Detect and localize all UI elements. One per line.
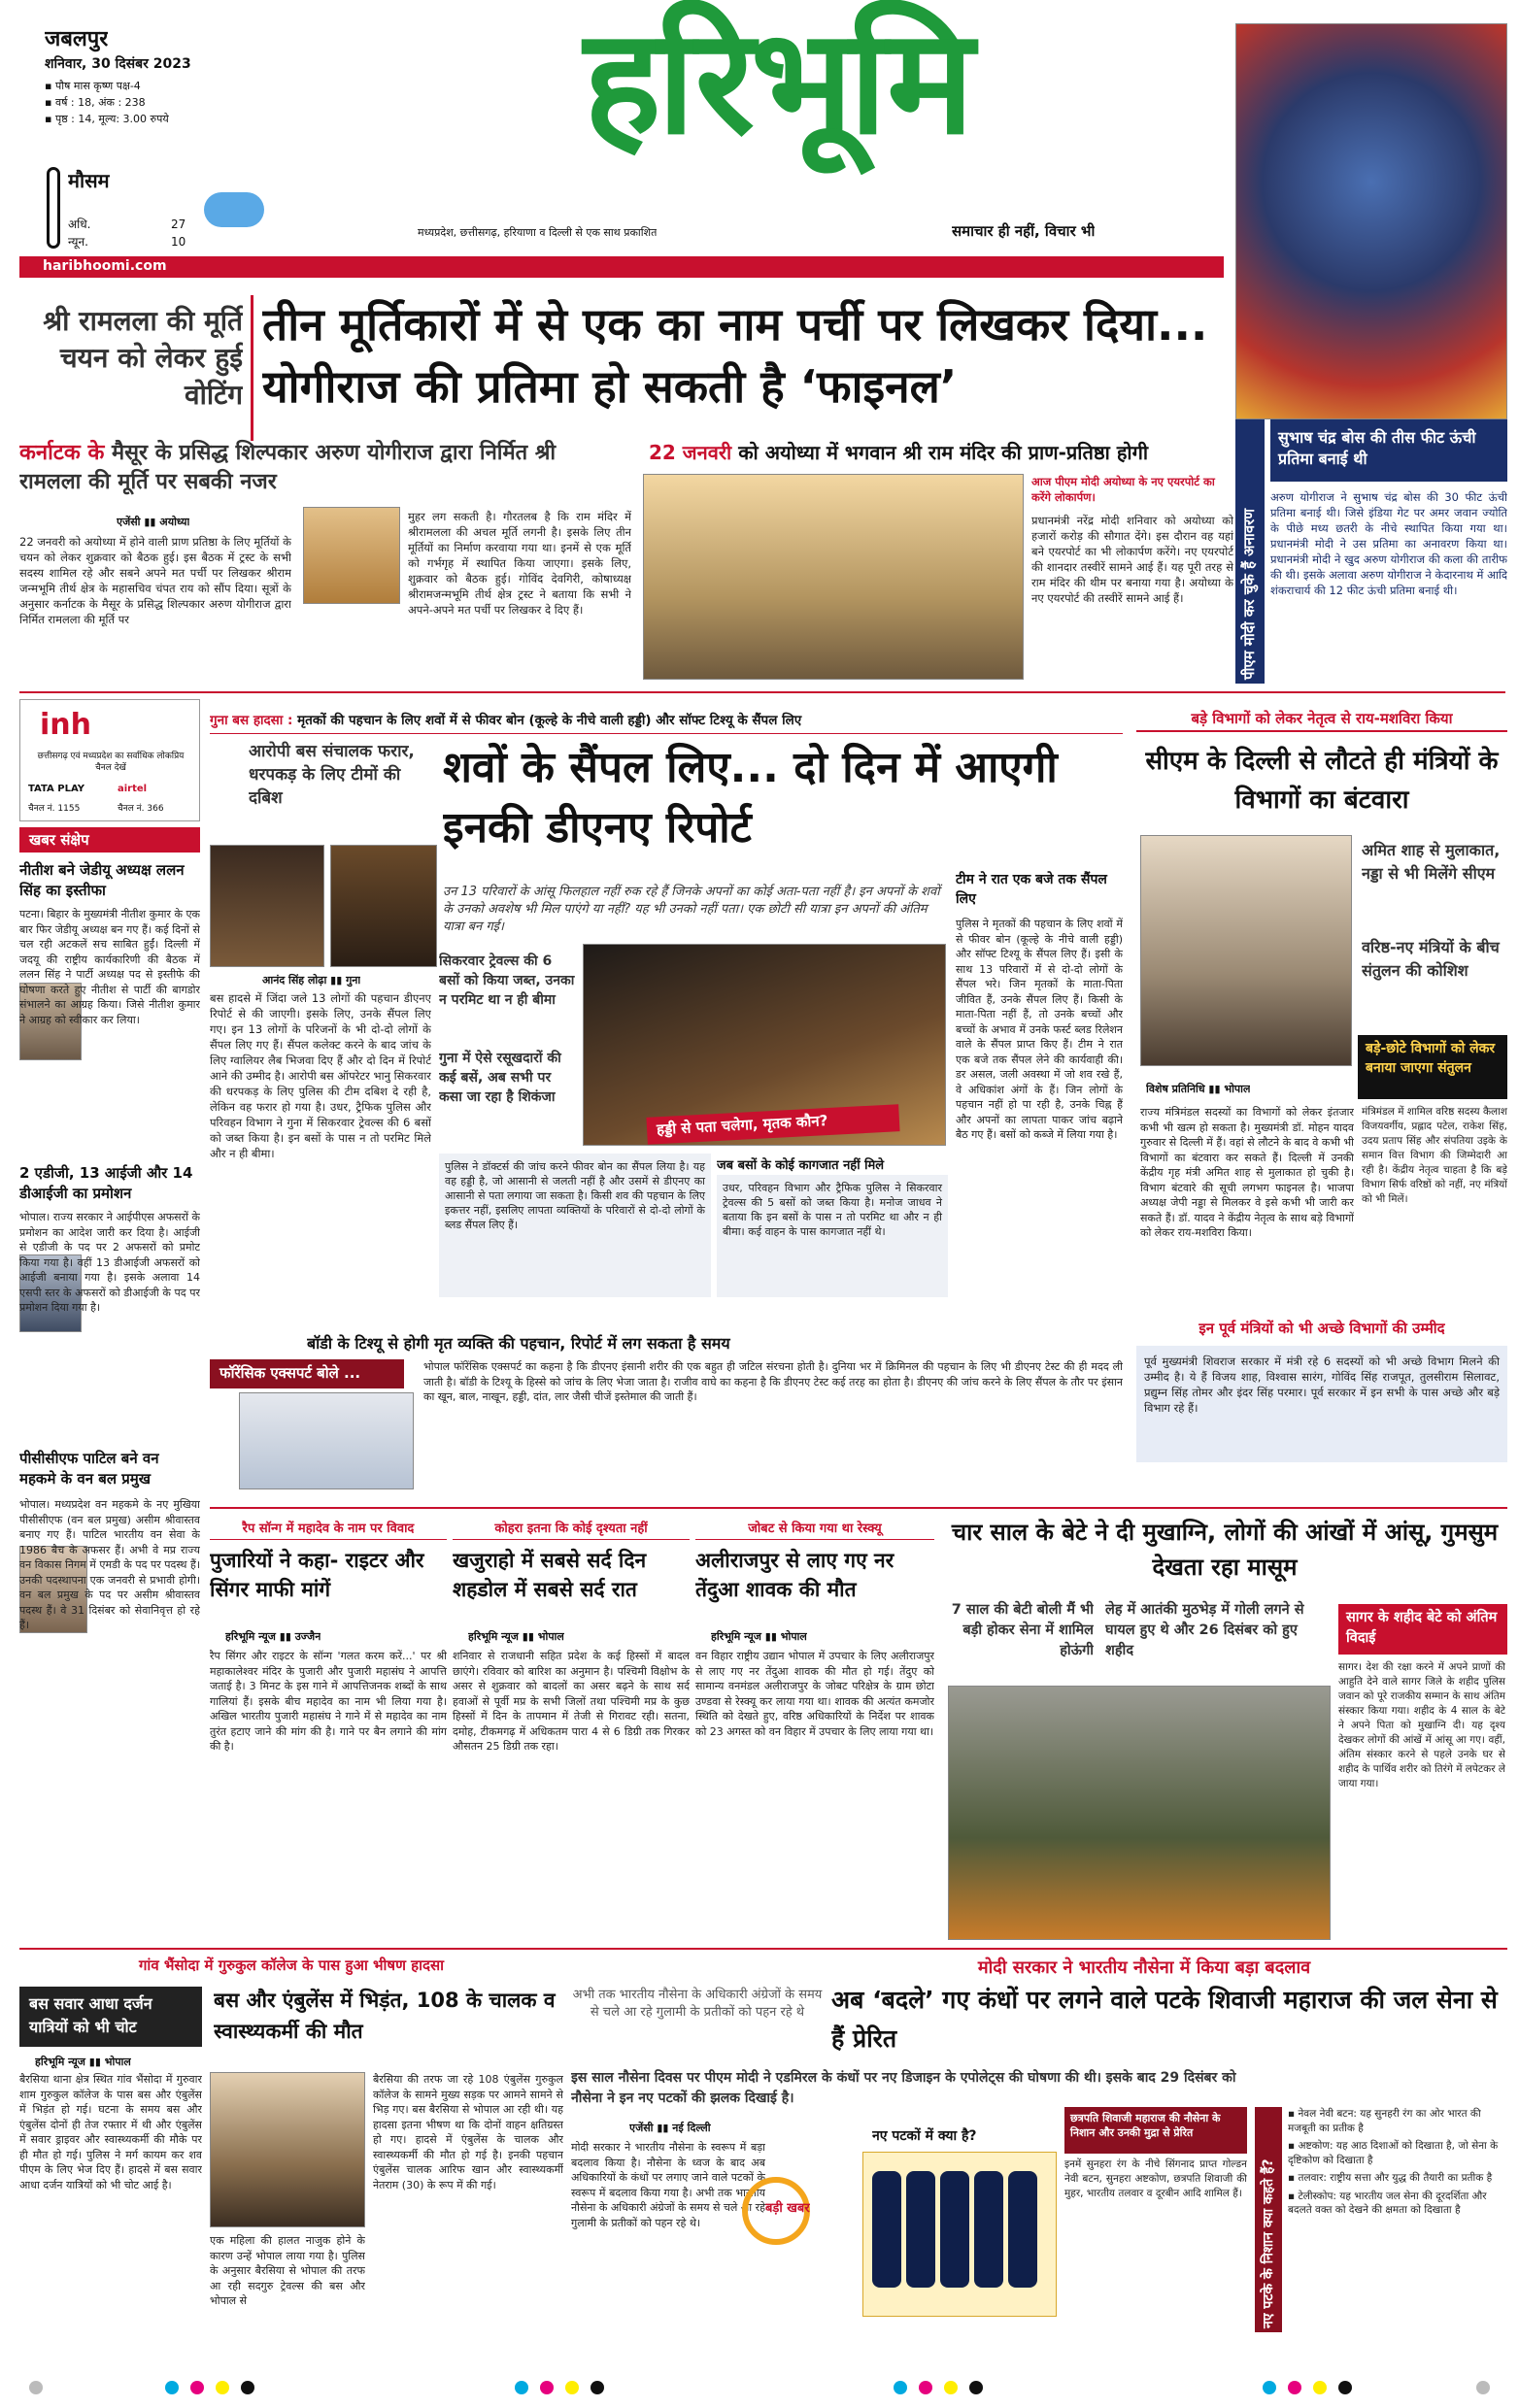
navy-intro: इस साल नौसेना दिवस पर पीएम मोदी ने एडमिरल के कंधों पर नए डिजाइन के एपोलेट्स की घोषणा की थी। इसके बाद 29 दिसंबर को नौसेना ने इन नए पटकों की झलक दिखाई है। [571,2070,1236,2106]
cm-black-body: मंत्रिमंडल में शामिल वरिष्ठ सदस्य कैलाश विजयवर्गीय, प्रह्लाद पटेल, राकेश सिंह, उदय प्रताप सिंह और संपतिया उइके के समान वित्त विभाग की जिम्मेदारी आ रही है। केंद्रीय नेतृत्व चाहता है कि बड़े विभाग सिर्फ वरिष्ठों को नहीं, नए मंत्रियों को भी मिलें। [1362,1106,1507,1205]
funeral-photo [948,1686,1331,1940]
pm-unveiled-vertical: पीएम मोदी कर चुके हैं अनावरण [1235,419,1265,684]
guna-headline: शवों के सैंपल लिए... दो दिन में आएगी इनकी डीएनए रिपोर्ट [443,743,1058,853]
navy-story [571,1952,1507,2340]
guna-pull-1: सिकरवार ट्रेवल्स की 6 बसों को किया जब्त, उनका न परमिट था न ही बीमा [439,953,575,1008]
rap-byline: हरिभूमि न्यूज ▮▮ उज्जैन [225,1630,321,1643]
bus-story [19,1952,563,2340]
brief-label: खबर संक्षेप [19,827,200,853]
ramlalla-idol-photo [303,507,400,604]
epaulette-2 [906,2171,935,2288]
cm-box-body: पूर्व मुख्यमंत्री शिवराज सरकार में मंत्री रहे 6 सदस्यों को भी अच्छे विभाग मिलने की उम्मीद है। ये हैं विजय शाह, विश्वास सारंग, गोविंद सिंह राजपूत, तुलसीराम सिलावट, प्रद्युम्न सिंह तोमर और इंदर सिंह परमार। पूर्व सरकार में इन सभी के पास अच्छे और बड़े विभाग रहे हैं। [1136,1346,1507,1462]
cm-black-box: बड़े-छोटे विभागों को लेकर बनाया जाएगा संतुलन [1358,1035,1507,1099]
rap-headline: पुजारियों ने कहा- राइटर और सिंगर माफी मांगें [210,1549,424,1601]
cold-headline: खजुराहो में सबसे सर्द दिन शहडोल में सबसे सर्द रात [453,1549,647,1601]
subhash-statue-photo [1235,23,1507,419]
bus-headline: बस और एंबुलेंस में भिड़ंत, 108 के चालक व स्वास्थ्यकर्मी की मौत [214,1989,556,2043]
martyr-side-2: लेह में आतंकी मुठभेड़ में गोली लगने से घायल हुए थे और 26 दिसंबर को हुए शहीद [1105,1602,1304,1658]
forensic-label: फॉरेंसिक एक्सपर्ट बोले ... [210,1359,404,1388]
lead-body-1: 22 जनवरी को अयोध्या में होने वाली प्राण प्रतिष्ठा के लिए मूर्तियों के चयन को लेकर शुक्रवार को बैठक हुई। इस बैठक में ट्रस्ट के सभी सदस्य शामिल रहे और सबने अपने मत पर्ची पर लिखकर श्रीराम जन्मभूमि तीर्थ क्षेत्र के महासचिव चंपत राय को सौंप दिया। सूत्रों के अनुसार कर्नाटक के मैसूर के प्रसिद्ध शिल्पकार अरुण योगीराज द्वारा निर्मित रामलला की मूर्ति पर [19,535,291,626]
navy-bullet-3: ▪ तलवार: राष्ट्रीय सत्ता और युद्ध की तैयारी का प्रतीक है [1288,2172,1493,2184]
navy-bullet-2: ▪ अष्टकोण: यह आठ दिशाओं को दिखाता है, जो सेना के दृष्टिकोण को दिखाता है [1288,2140,1499,2166]
guna-box-2: उधर, परिवहन विभाग और ट्रैफिक पुलिस ने सिकरवार ट्रेवल्स की 5 बसों को जब्त किया है। मनोज जाधव ने बताया कि इन बसों के पास न तो परमिट था और न ही बीमा। कई वाहन के पास कागजात नहीं थे। [717,1175,948,1297]
burnt-bus-photo-2 [330,845,437,967]
ayodhya-date: 22 जनवरी [649,441,732,464]
epaulette-1 [872,2171,901,2288]
max-label: अधि. [68,217,91,231]
airtel: airtel [118,784,148,794]
date: शनिवार, 30 दिसंबर 2023 [45,56,191,72]
leopard-byline: हरिभूमि न्यूज ▮▮ भोपाल [711,1630,807,1643]
epaulette-3 [940,2171,969,2288]
inh-logo: inh [40,708,91,742]
rap-body: रैप सिंगर और राइटर के सॉन्ग 'गलत करम करें...' पर श्री महाकालेश्वर मंदिर के पुजारी और पुजारी महासंघ ने आपत्ति जताई है। 3 मिनट के इस गाने में आपत्तिजनक शब्दों के साथ गालियां हैं। इसके बीच महादेव का नाम भी लिया गया है। अखिल भारतीय पुजारी महासंघ ने गाने में से महादेव का नाम तुरंत हटाए जाने की मांग की है। गाने पर बैन लगाने की मांग की है। [210,1650,447,1753]
min-temp: 10 [171,235,186,249]
navy-question: नए पटकों में क्या है? [872,2128,977,2144]
burnt-bus-photo-1 [210,845,324,967]
registration-strip [0,2369,1519,2408]
epaulette-5 [1008,2171,1037,2288]
brief-2-head: 2 एडीजी, 13 आईजी और 14 डीआईजी का प्रमोशन [19,1164,193,1202]
navy-headline: अब ‘बदले’ गए कंधों पर लगने वाले पटके शिवाजी महाराज की जल सेना से हैं प्रेरित [831,1986,1498,2053]
cm-box-head: इन पूर्व मंत्रियों को भी अच्छे विभागों की उम्मीद [1198,1320,1445,1337]
airport-head: आज पीएम मोदी अयोध्या के नए एयरपोर्ट का करेंगे लोकार्पण। [1031,475,1215,504]
cloud-icon [204,192,264,227]
logo: हरिभूमि [584,0,970,167]
cm-story [1136,699,1507,1505]
info-line-1: पौष मास कृष्ण पक्ष-4 [54,80,141,92]
dna-photo-caption: हड्डी से पता चलेगा, मृतक कौन? [646,1104,899,1145]
city: जबलपुर [45,27,109,51]
ad-inh[interactable] [19,699,200,821]
martyr-headline: चार साल के बेटे ने दी मुखाग्नि, लोगों की आंखों में आंसू, गुमसुम देखता रहा मासूम [951,1519,1499,1581]
bus-kicker: गांव भैंसोदा में गुरुकुल कॉलेज के पास हुआ भीषण हादसा [138,1956,445,1974]
info-line-2: वर्ष : 18, अंक : 238 [54,96,146,109]
bus-body-2: बैरसिया की तरफ जा रहे 108 एंबुलेंस गुरुकुल कॉलेज के सामने मुख्य सड़क पर आमने सामने से भिड़ गए। बस बैरसिया से भोपाल आ रही थी। यह हादसा इतना भीषण था कि दोनों वाहन क्षतिग्रस्त हो गए। हादसे में एंबुलेंस के चालक और स्वास्थ्यकर्मी की मौत हो गई है। इनकी पहचान एंबुलेंस चालक आरिफ खान और स्वास्थ्यकर्मी नेतराम (30) के रूप में की गई। [373,2073,563,2191]
cold-kicker: कोहरा इतना कि कोई दृश्यता नहीं [453,1519,690,1540]
right-top-story [1235,23,1507,693]
guna-pull-2: गुना में ऐसे रसूखदारों की कई बसें, अब सभी पर कसा जा रहा है शिकंजा [439,1051,561,1105]
guna-intro: उन 13 परिवारों के आंसू फिलहाल नहीं रुक रहे हैं जिनके अपनों का कोई अता-पता नहीं है। इन अपनों के शवों के उनको अवशेष भी मिल पाएंगे या नहीं? यह भी उनको नहीं पता। एक छोटी सी यात्रा इन अपनों की अंतिम यात्रा बन गई। [443,885,940,934]
ad-channel-1: चैनल नं. 1155 [28,804,81,814]
ayodhya-airport-photo [643,474,1024,680]
guna-kicker: मृतकों की पहचान के लिए शवों में से फीवर बोन (कूल्हे के नीचे वाली हड्डी) और सॉफ्ट टिश्यू के सैंपल लिए [297,713,802,728]
navy-body: मोदी सरकार ने भारतीय नौसेना के स्वरूप में बड़ा बदलाव किया है। नौसेना के ध्वज के बाद अब अधिकारियों के कंधों पर लगाए जाने वाले पटकों के स्वरूप में बदलाव किया गया है। अभी तक भारतीय नौसेना के अधिकारी अंग्रेजों के समय से चले आ रहे गुलामी के प्रतीकों को पहन रहे थे। [571,2141,765,2229]
cm-side-2: वरिष्ठ-नए मंत्रियों के बीच संतुलन की कोशिश [1362,938,1500,980]
dna-test-photo [239,1392,414,1489]
max-temp: 27 [171,217,186,231]
navy-bullet-1: ▪ नेवल नेवी बटन: यह सुनहरी रंग का ओर भारत की मजबूती का प्रतीक है [1288,2108,1481,2134]
navy-byline: एजेंसी ▮▮ नई दिल्ली [629,2122,711,2134]
cold-story [453,1511,690,1948]
ayodhya-line: को अयोध्या में भगवान श्री राम मंदिर की प्राण-प्रतिष्ठा होगी [738,441,1149,464]
navy-side: अभी तक भारतीय नौसेना के अधिकारी अंग्रेजों के समय से चले आ रहे गुलामी के प्रतीकों को पहन रहे थे [572,1988,823,2020]
cm-kicker: बड़े विभागों को लेकर नेतृत्व से राय-मशविरा किया [1136,709,1507,732]
navy-bullet-4: ▪ टेलीस्कोप: यह भारतीय जल सेना की दूरदर्शिता और बदलते वक्त को देखने की क्षमता को दिखाता है [1288,2190,1487,2216]
navy-vertical: नए पटके के निशान क्या कहते हैं? [1255,2107,1282,2332]
leopard-headline: अलीराजपुर से लाए गए नर तेंदुआ शावक की मौत [695,1549,895,1601]
guna-story [210,699,1129,1330]
leopard-story [695,1511,934,1948]
brief-3-body: भोपाल। मध्यप्रदेश वन महकमे के नए मुखिया पीसीसीएफ (वन बल प्रमुख) असीम श्रीवास्तव बनाए गए हैं। पाटिल भारतीय वन सेवा के 1986 बैच के अफसर हैं। अभी वे मप्र राज्य वन विकास निगम में एमडी के पद पर पदस्थ हैं। उनकी पदस्थापना एक जनवरी से प्रभावी होगी। वन बल प्रमुख के पद पर असीम श्रीवास्तव पदस्थ हैं। वे 31 दिसंबर को सेवानिवृत्त हो रहे हैं। [19,1498,200,1631]
subhash-body: अरुण योगीराज ने सुभाष चंद्र बोस की 30 फीट ऊंची प्रतिमा बनाई थी। जिसे इंडिया गेट पर अमर जवान ज्योति के पीछे मध्य छतरी के नीचे स्थापित किया गया था। प्रधानमंत्री मोदी ने उस प्रतिमा का अनावरण किया था। प्रधानमंत्री मोदी ने खुद अरुण योगीराज की कला की तारीफ की थी। इसके अलावा अरुण योगीराज ने केदारनाथ में आदि शंकराचार्य की 12 फीट ऊंची प्रतिमा बनाई थी। [1270,490,1507,597]
martyr-side-1: 7 साल की बेटी बोली मैं भी बड़ी होकर सेना में शामिल होऊंगी [951,1602,1094,1658]
dna-head: बॉडी के टिश्यू से होगी मृत व्यक्ति की पहचान, रिपोर्ट में लग सकता है समय [307,1334,730,1353]
guna-side: आरोपी बस संचालक फरार, धरपकड़ के लिए टीमों की दबिश [249,742,415,808]
info-line-3: पृष्ठ : 14, मूल्य: 3.00 रुपये [54,113,169,125]
team-body: पुलिस ने मृतकों की पहचान के लिए शवों में से फीवर बोन (कूल्हे के नीचे वाली हड्डी) और सॉफ्ट टिश्यू के सैंपल लिए हैं। इसी के साथ 13 परिवारों में से दो-दो लोगों के सैंपल भरे। जिन मृतकों के माता-पिता जीवित हैं, उनके सैंपल लिए हैं। किसी के माता-पिता नहीं हैं, तो उनके बच्चों और बच्चों के अभाव में उनके फर्स्ट ब्लड रिलेशन वाले के सैंपल प्राप्त किए हैं। टीम ने रात एक बजे तक सैंपल लेने की कार्यवाही की। डर असल, जली अवस्था में जो शव रखे हैं, वे अधिकांश अंगों के हैं। जिन लोगों के पहचान नहीं हो पा रही है, उनके चिह्न हैं और अपनों का लापता पाकर जांच बढ़ाने बैठ गए हैं। बसों को कब्जे में लिया गया है। [956,918,1123,1141]
guna-box-1: पुलिस ने डॉक्टर्स की जांच करने फीवर बोन का सैंपल लिया है। यह वह हड्डी है, जो आसानी से जलती नहीं है और उसमें से डीएनए का आसानी से पता लगाया जा सकता है। किसी शव की पहचान के लिए इकत्तर नहीं, इसलिए लापता व्यक्तियों के परिवारों से दो-दो लोगों के ब्लड सैंपल लिए हैं। [439,1154,711,1297]
cold-byline: हरिभूमि न्यूज ▮▮ भोपाल [468,1630,564,1643]
epaulette-4 [974,2171,1003,2288]
brief-1-body: पटना। बिहार के मुख्यमंत्री नीतीश कुमार के एक बार फिर जेडीयू अध्यक्ष बन गए हैं। कई दिनों से चल रही अटकलें सच साबित हुईं। दिल्ली में जदयू की राष्ट्रीय कार्यकारिणी की बैठक में ललन सिंह ने पार्टी अध्यक्ष पद से इस्तीफे की घोषणा करते हुए नीतीश से पार्टी की बागडोर संभालने का आग्रह किया। जिसे नीतीश कुमार ने आग्रह को स्वीकार कर लिया। [19,908,200,1026]
team-head: टीम ने रात एक बजे तक सैंपल लिए [956,872,1107,907]
dna-strip [210,1332,1129,1503]
lead-headline: तीन मूर्तिकारों में से एक का नाम पर्ची पर लिखकर दिया... योगीराज की प्रतिमा हो सकती है ‘फाइनल’ [262,298,1208,413]
brief-1-head: नीतीश बने जेडीयू अध्यक्ष ललन सिंह का इस्तीफा [19,861,185,899]
airport-body: प्रधानमंत्री नरेंद्र मोदी शनिवार को अयोध्या को हजारों करोड़ की सौगात देंगे। इस दौरान वह यहां बने एयरपोर्ट का भी लोकार्पण करेंगे। नए एयरपोर्ट की शानदार तस्वीरें सामने आई हैं। यह पूरी तरह से राम मंदिर की थीम पर बनाया गया है। अयोध्या के नए एयरपोर्ट की तस्वीरें सामने आई हैं। [1031,514,1233,605]
guna-body: बस हादसे में जिंदा जले 13 लोगों की पहचान डीएनए रिपोर्ट से की जाएगी। इसके लिए, उनके सैंपल लिए गए। इन 13 लोगों के परिजनों के भी दो-दो लोगों के सैंपल लिए गए हैं। सैंपल कलेक्ट करने के बाद जांच के लिए ग्वालियर लैब भिजवा दिए हैं और दो दिन में रिपोर्ट आने की उम्मीद है। आरोपी बस ऑपरेटर भानु सिकरवार की धरपकड़ के लिए पुलिस की टीम दबिश दे रही है, लेकिन वह फरार हो गया है। उधर, ट्रैफिक पुलिस और परिवहन विभाग ने गुना में सिकरवार ट्रेवल्स की 6 बसों को जब्त किया है। इन बसों के पास न तो परमिट मिले और न ही बीमा। [210,991,431,1160]
forensic-body: भोपाल फॉरेंसिक एक्सपर्ट का कहना है कि डीएनए इंसानी शरीर की एक बहुत ही जटिल संरचना होती है। दुनिया भर में क्रिमिनल की पहचान के लिए भी डीएनए टेस्ट की ही मदद ली जाती है। बॉडी के टिश्यू के हिस्से को जांच के लिए भेजा जाता है। राजीव वाघे का कहना है कि डीएनए टेस्ट कई तरह का होता है। डीएनए की जांच करने के लिए सैंपल के तौर पर इंसान का खून, बाल, नाखून, हड्डी, दांत, लार जैसी चीजें इस्तेमाल की जाती हैं। [423,1360,1123,1403]
lead-side-head: श्री रामलला की मूर्ति चयन को लेकर हुई वोटिंग [43,305,243,411]
brief-3-head: पीसीसीएफ पाटिल बने वन महकमे के वन बल प्रमुख [19,1450,159,1488]
lead-sub: मैसूर के प्रसिद्ध शिल्पकार अरुण योगीराज द्वारा निर्मित श्री रामलला की मूर्ति पर सबकी नजर [19,441,557,494]
navy-inset-head: छत्रपति शिवाजी महाराज की नौसेना के निशान और उनकी मुद्रा से प्रेरित [1064,2107,1247,2154]
rap-kicker: रैप सॉन्ग में महादेव के नाम पर विवाद [210,1519,447,1540]
min-label: न्यून. [68,235,88,249]
website[interactable]: haribhoomi.com [19,256,1224,278]
edition-line: मध्यप्रदेश, छत्तीसगढ़, हरियाणा व दिल्ली से एक साथ प्रकाशित [418,226,658,239]
subhash-caption: सुभाष चंद्र बोस की तीस फीट ऊंची प्रतिमा बनाई थी [1270,419,1507,482]
rap-story [210,1511,447,1948]
bus-side: बस सवार आधा दर्जन यात्रियों को भी चोट [19,1987,202,2047]
brief-column [19,827,204,1934]
bus-body-1: बैरसिया थाना क्षेत्र स्थित गांव भैंसोदा में गुरुवार शाम गुरुकुल कॉलेज के पास बस और एंबुलेंस में भिड़ंत हो गई। घटना के समय बस और एंबुलेंस दोनों ही तेज रफ्तार में थी और एंबुलेंस में सवार ड्राइवर और स्वास्थ्यकर्मी की मौके पर ही मौत हो गई। पुलिस ने मर्ग कायम कर शव पीएम के लिए भेज दिए हैं। हादसे में बस सवार आधा दर्जन यात्रियों को भी चोट आई है। [19,2073,202,2191]
cm-byline: विशेष प्रतिनिधि ▮▮ भोपाल [1146,1083,1251,1095]
lead-dateline: एजेंसी ▮▮ अयोध्या [117,516,190,528]
cm-headline: सीएम के दिल्ली से लौटते ही मंत्रियों के विभागों का बंटवारा [1145,747,1499,815]
guna-box-2-head: जब बसों के कोई कागजात नहीं मिले [717,1158,885,1173]
martyr-story [940,1511,1507,1948]
brief-2-body: भोपाल। राज्य सरकार ने आईपीएस अफसरों के प्रमोशन का आदेश जारी कर दिया है। आईजी से एडीजी के पद पर 2 अफसरों को प्रमोट किया गया है। वहीं 13 डीआईजी अफसरों को आईजी बनाया गया है। इसके अलावा 14 एसपी स्तर के अफसरों को डीआईजी के पद पर प्रमोशन दिया गया है। [19,1211,200,1314]
bus-body-3: एक महिला की हालत नाजुक होने के कारण उन्हें भोपाल लाया गया है। पुलिस के अनुसार बैरसिया से भोपाल की तरफ आ रही सदगुरु ट्रेवल्स की बस और भोपाल से [210,2234,365,2307]
cm-shah-photo [1140,835,1352,1066]
lead-body-2: मुहर लग सकती है। गौरतलब है कि राम मंदिर में श्रीरामलला की अचल मूर्ति लगनी है। इसके लिए तीन मूर्तियों का निर्माण करवाया गया था। इनमें से एक मूर्ति को गर्भगृह में स्थापित किया जाएगा। इसके लिए, शुक्रवार को बैठक हुई। गोविंद देवगिरी, कोषाध्यक्ष श्रीरामजन्मभूमि तीर्थ क्षेत्र ट्रस्ट ने बताया कि सभी ने अपने-अपने मत पर्ची पर लिखकर दे दिए हैं। [408,510,631,617]
cm-side-1: अमित शाह से मुलाकात, नड्डा से भी मिलेंगे सीएम [1362,841,1501,883]
masthead: जबलपुर शनिवार, 30 दिसंबर 2023 ▪ पौष मास कृष्ण पक्ष-4 ▪ वर्ष : 18, अंक : 238 ▪ पृष्ठ : 14, मूल्य: 3.00 रुपये मौसम अधि. 27 न्यून. 10 haribhoomi.com हरिभूमि मध्यप्रदेश, छत्तीसगढ़, हरियाणा व दिल्ली से एक साथ प्रकाशित समाचार ही नहीं, विचार भी [0,0,1233,282]
bus-crash-photo [210,2072,365,2227]
navy-kicker: मोदी सरकार ने भारतीय नौसेना में किया बड़ा बदलाव [977,1957,1311,1978]
ad-tagline: छत्तीसगढ़ एवं मध्यप्रदेश का सर्वाधिक लोकप्रिय चैनल देखें [37,752,185,773]
big-news-label: बड़ी खबर [765,2201,810,2216]
lead-story [0,284,1233,691]
bus-byline: हरिभूमि न्यूज ▮▮ भोपाल [35,2056,131,2068]
cold-body: शनिवार से राजधानी सहित प्रदेश के कई हिस्सों में बादल छाएंगे। रविवार को बारिश का अनुमान है। पश्चिमी विक्षोभ के असर से शुक्रवार को बादलों का असर बढ़ने के साथ सर्द हवाओं से पूर्वी मप्र के सभी जिलों तथा पश्चिमी मप्र के कुछ हिस्सों में दिन के तापमान में तेजी से गिरावट रही। सतना, दमोह, टीकमगढ़ में अधिकतम पारा 4 से 6 डिग्री तक गिरकर औसतन 25 डिग्री तक रहा। [453,1650,690,1753]
thermometer-icon [47,167,60,249]
martyr-box-body: सागर। देश की रक्षा करने में अपने प्राणों की आहुति देने वाले सागर जिले के शहीद पुलिस जवान को पूरे राजकीय सम्मान के साथ अंतिम संस्कार किया गया। शहीद के 4 साल के बेटे ने अपने पिता को मुखाग्नि दी। यह दृश्य देखकर लोगों की आंखें में आंसू आ गए। वहीं, अंतिम संस्कार करने से पहले उनके घर से शहीद के पार्थिव शरीर को तिरंगे में लपेटकर ले जाया गया। [1338,1661,1505,1789]
leopard-body: वन विहार राष्ट्रीय उद्यान भोपाल में उपचार के लिए अलीराजपुर से लाए गए नर तेंदुआ शावक की मौत हो गई। तेंदुए को सामान्य वनमंडल अलीराजपुर के जोबट परिक्षेत्र के ग्राम छोटा उण्डवा से रेस्क्यू कर लाया गया था। शावक की अत्यंत कमजोर स्थिति को देखते हुए, वरिष्ठ अधिकारियों के निर्देश पर शावक को 23 अगस्त को वन विहार में उपचार के लिए लाया गया था। [695,1650,934,1738]
cm-body: राज्य मंत्रिमंडल सदस्यों का विभागों को लेकर इंतजार कभी भी खत्म हो सकता है। मुख्यमंत्री डॉ. मोहन यादव गुरुवार से दिल्ली में हैं। वहां से लौटने के बाद वे कभी भी विभागों का बंटवारा कर सकते हैं। दिल्ली में उनकी केंद्रीय गृह मंत्री अमित शाह से मुलाकात हो चुकी है। विभाग बंटवारे की सूची लगभग फाइनल है। भाजपा अध्यक्ष जेपी नड्डा से मिलकर वे इसे कभी भी जारी कर सकते हैं। डॉ. यादव ने केंद्रीय नेतृत्व के साथ बड़े विभागों को लेकर राय-मशविरा किया। [1140,1106,1354,1239]
lead-sub-red: कर्नाटक के [19,441,105,465]
weather-label: मौसम [68,169,110,192]
tagline: समाचार ही नहीं, विचार भी [952,222,1096,240]
guna-byline: आनंद सिंह लोढ़ा ▮▮ गुना [262,974,361,987]
tata-play: TATA PLAY [28,784,84,794]
navy-bullets [1288,2107,1507,2332]
guna-kicker-red: गुना बस हादसा : [210,713,293,728]
navy-inset-body: इनमें सुनहरा रंग के नीचे सिंगनाद प्राप्त गोल्डन नेवी बटन, सुनहरा अष्टकोण, छत्रपति शिवाजी की मुहर, भारतीय तलवार व दूरबीन आदि शामिल हैं। [1064,2158,1247,2199]
leopard-kicker: जोबट से किया गया था रेस्क्यू [695,1519,934,1540]
ad-channel-2: चैनल नं. 366 [118,804,164,814]
martyr-box-head: सागर के शहीद बेटे को अंतिम विदाई [1338,1604,1507,1655]
